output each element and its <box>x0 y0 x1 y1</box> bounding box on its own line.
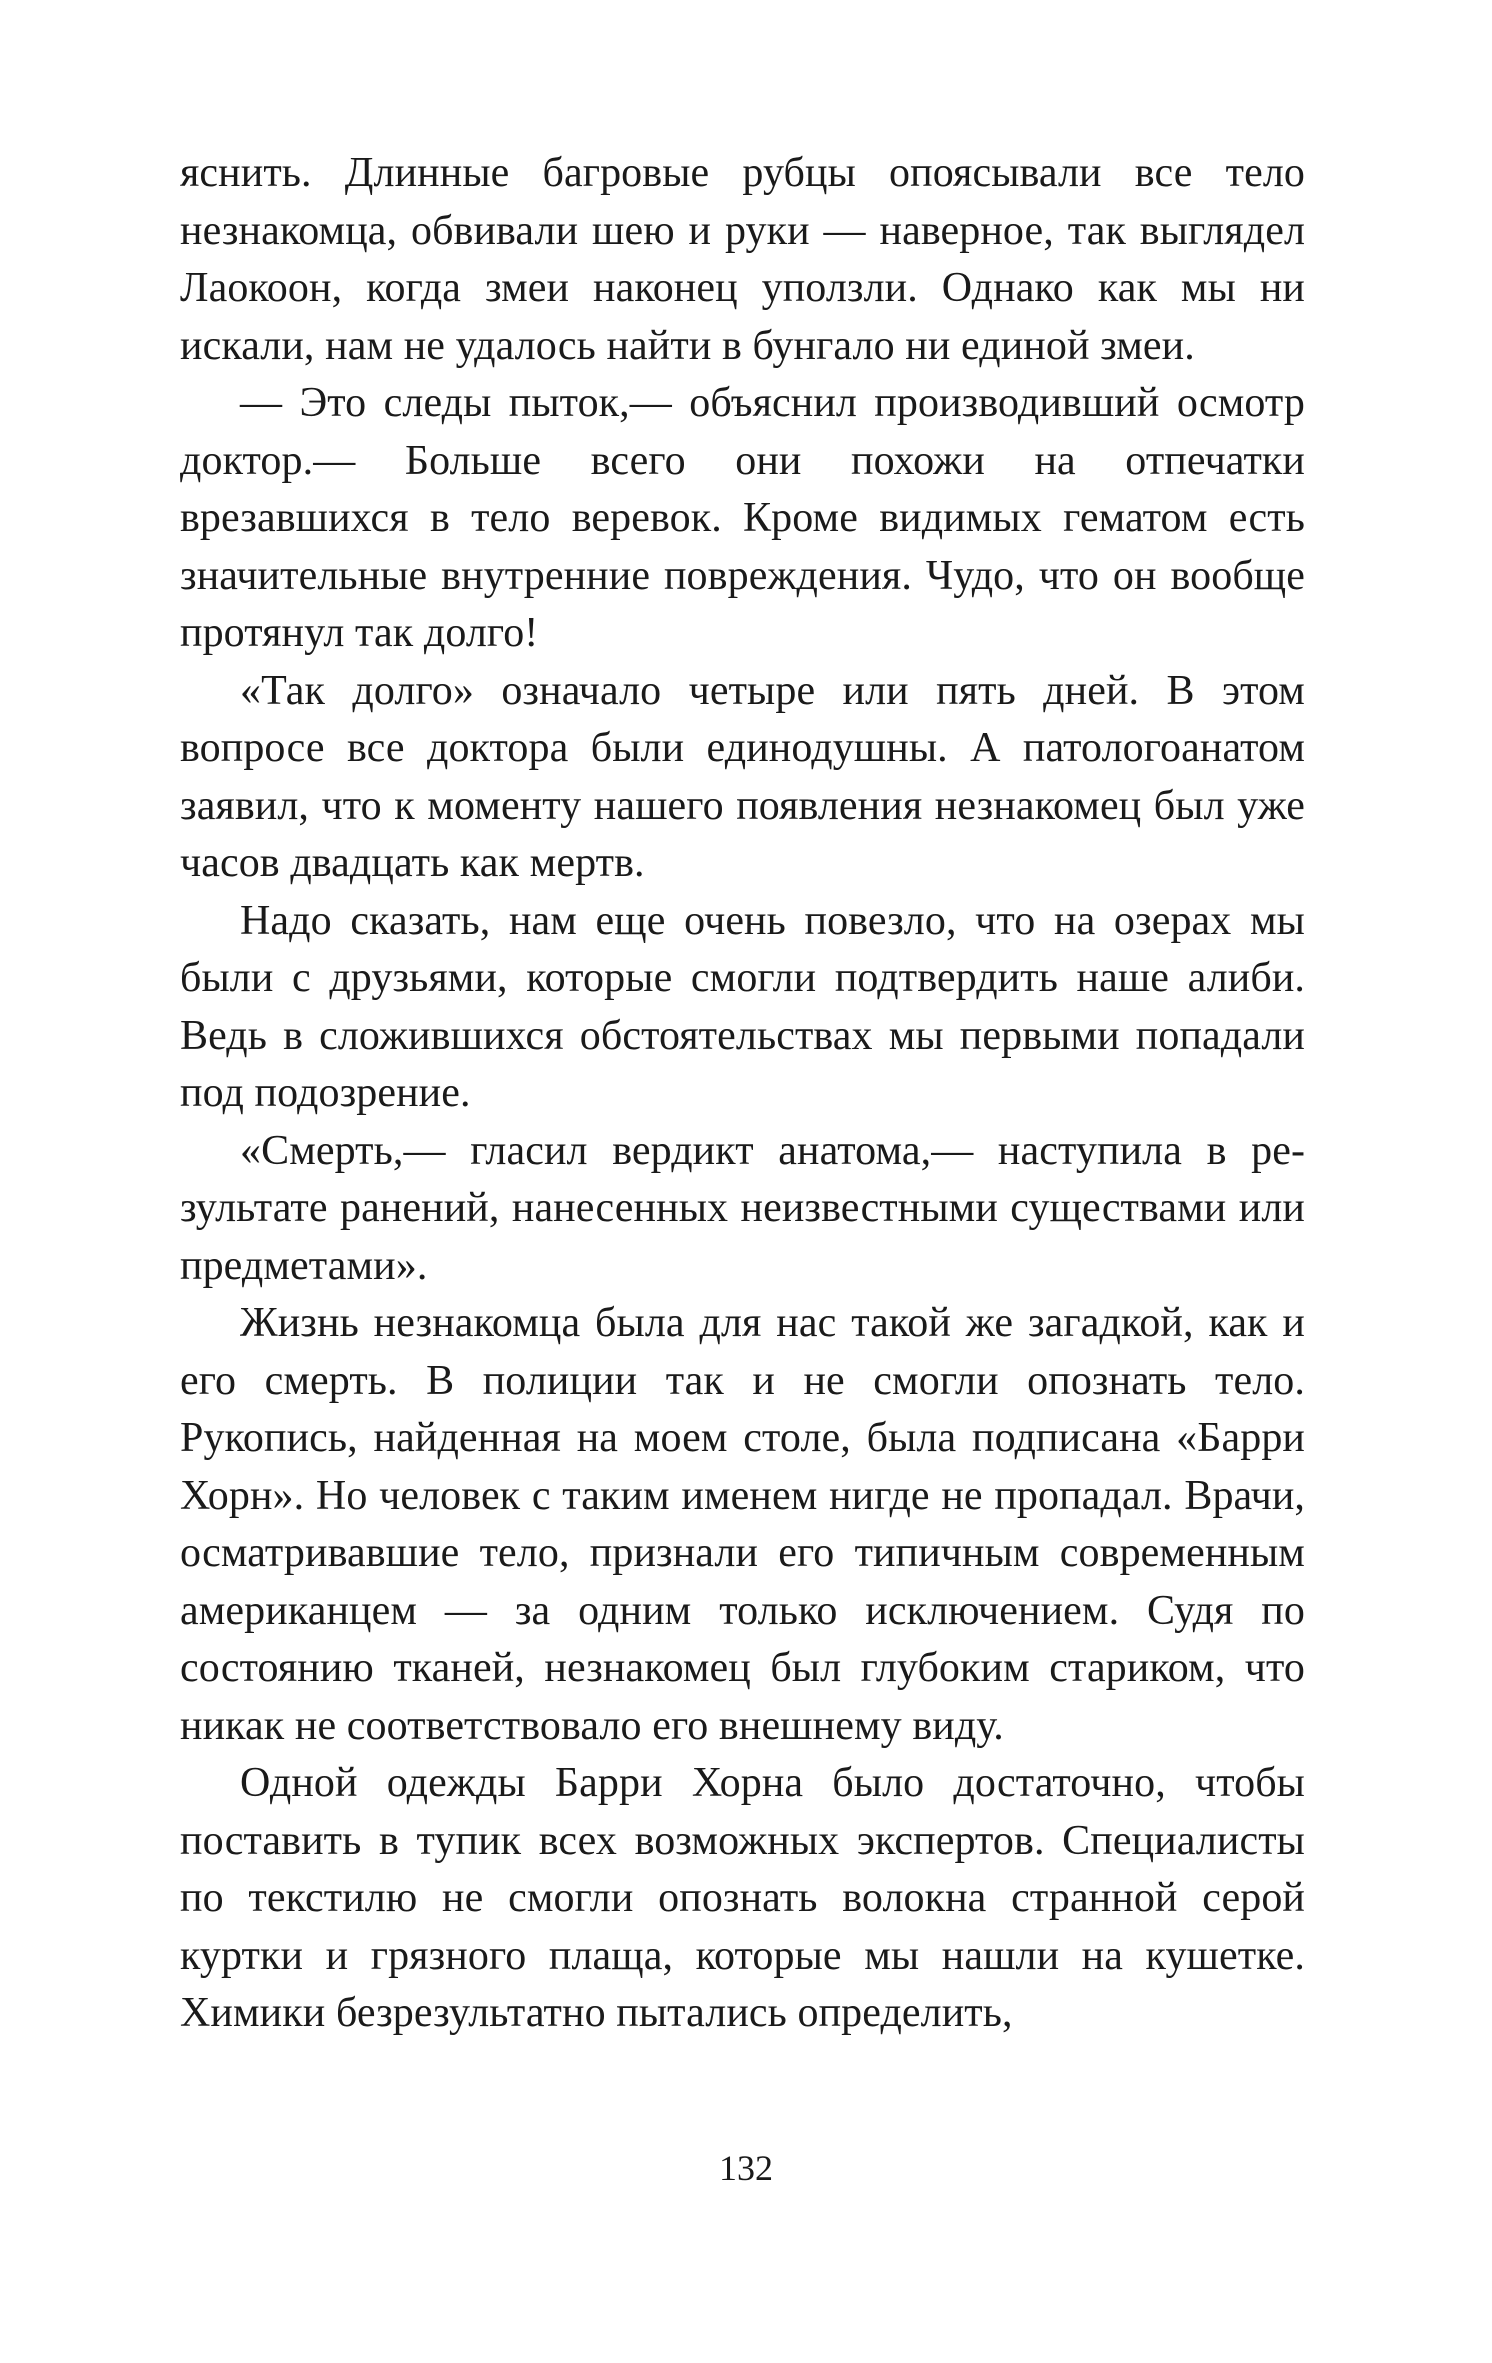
paragraph-3: «Так долго» означало четыре или пять дней. В этом вопросе все доктора были единодушны. А патологоанатом заявил, что к моменту нашего появления незнакомец был уже часов двадцать как мертв. <box>180 667 1305 886</box>
paragraph-2: — Это следы пыток,— объяснил производивший осмотр доктор.— Больше всего они похожи на отпечатки врезавшихся в тело веревок. Кроме видимых гематом есть значительные внутренние повреждения. Чудо, что он вообще протянул так долго! <box>180 380 1305 656</box>
paragraph-5: «Смерть,— гласил вердикт анатома,— наступила в результате ранений, нанесенных неизвестными существами или предметами». <box>180 1127 1305 1289</box>
paragraph-6: Жизнь незнакомца была для нас такой же загадкой, как и его смерть. В полиции так и не смогли опознать тело. Рукопись, найденная на моем столе, была подписана «Барри Хорн». Но человек с таким именем нигде не пропадал. Врачи, осматривавшие тело, признали его типичным современным американцем — за одним только исключением. Судя по состоянию тканей, незнакомец был глубоким стариком, что никак не соответствовало его внешнему виду. <box>180 1300 1305 1749</box>
body-text <box>180 145 1305 2043</box>
page-number: 132 <box>719 2148 773 2188</box>
paragraph-4: Надо сказать, нам еще очень повезло, что на озерах мы были с друзьями, которые смогли подтвердить наше алиби. Ведь в сложившихся обстоятельствах мы первыми попадали под подозрение. <box>180 897 1305 1116</box>
paragraph-7: Одной одежды Барри Хорна было достаточно, чтобы поставить в тупик всех возможных экспертов. Специалисты по текстилю не смогли опознать волокна странной серой куртки и грязного плаща, которые мы нашли на кушетке. Химики безрезультатно пытались определить, <box>180 1760 1305 2036</box>
paragraph-1: яснить. Длинные багровые рубцы опоясывали все тело незнакомца, обвивали шею и руки — наверное, так выглядел Лаокоон, когда змеи наконец уползли. Однако как мы ни искали, нам не удалось найти в бунгало ни единой змеи. <box>180 150 1305 369</box>
